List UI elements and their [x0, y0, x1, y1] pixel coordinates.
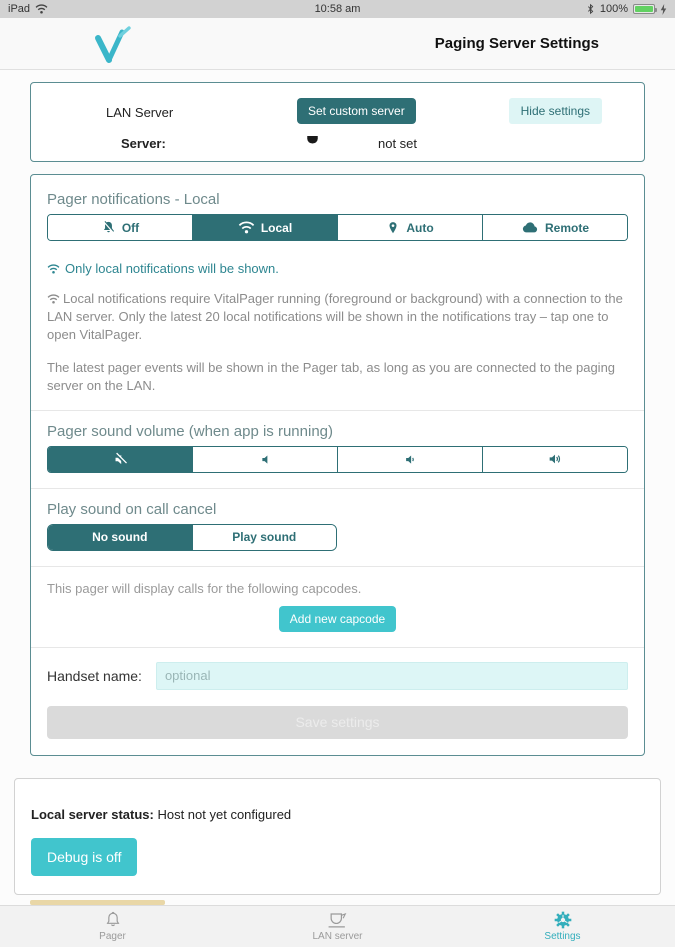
- volume-medium-icon: [403, 452, 418, 467]
- cancel-sound-section-label: Play sound on call cancel: [47, 500, 217, 518]
- tab-settings[interactable]: [450, 906, 675, 947]
- segment-volume-high[interactable]: [483, 447, 627, 472]
- wifi-status-icon: [35, 4, 48, 14]
- server-value: not set: [378, 136, 418, 151]
- tab-label: Pager: [99, 931, 126, 943]
- volume-muted-icon: [112, 451, 129, 468]
- handset-name-label: Handset name:: [47, 667, 142, 684]
- debug-toggle-button[interactable]: Debug is off: [31, 838, 137, 876]
- volume-low-icon: [258, 452, 273, 467]
- lan-server-title: LAN Server: [106, 105, 174, 120]
- local-server-status-line: [31, 807, 644, 822]
- clock: 10:58 am: [314, 3, 361, 15]
- segment-label: Off: [121, 220, 140, 235]
- handset-name-input[interactable]: [156, 662, 628, 690]
- tab-label: Settings: [544, 931, 581, 943]
- lan-server-card: [30, 82, 645, 162]
- server-label: Server:: [121, 136, 166, 151]
- wifi-icon: [238, 221, 255, 234]
- local-server-status-label: Local server status:: [31, 806, 154, 822]
- segment-label: Play sound: [232, 530, 297, 545]
- divider: [31, 488, 644, 489]
- segment-no-sound[interactable]: [48, 525, 193, 550]
- bluetooth-icon: [586, 3, 595, 15]
- status-bar: [0, 0, 675, 18]
- tab-pager[interactable]: [0, 906, 225, 947]
- add-new-capcode-button[interactable]: Add new capcode: [279, 606, 396, 632]
- local-info-text: Only local notifications will be shown.: [65, 261, 279, 276]
- segment-label: Auto: [406, 220, 434, 235]
- set-custom-server-button[interactable]: Set custom server: [297, 98, 416, 124]
- volume-section-label: Pager sound volume (when app is running): [47, 422, 334, 440]
- pager-settings-card: [30, 174, 645, 756]
- gear-icon: [553, 910, 573, 930]
- tab-lan-server[interactable]: [225, 906, 450, 947]
- content-scroll-area[interactable]: [0, 70, 675, 905]
- segment-label: No sound: [92, 530, 148, 545]
- vitalpager-logo-icon: [92, 26, 134, 66]
- segment-notifications-remote[interactable]: [483, 215, 627, 240]
- charging-bolt-icon: [660, 4, 667, 15]
- segment-notifications-off[interactable]: [48, 215, 193, 240]
- divider: [31, 647, 644, 648]
- segment-volume-muted[interactable]: [48, 447, 193, 472]
- server-status-icon: [305, 134, 320, 147]
- local-server-status-card: [14, 778, 661, 895]
- divider: [31, 410, 644, 411]
- bell-icon: [103, 910, 123, 930]
- local-info-line: [47, 261, 628, 276]
- cloud-icon: [521, 221, 539, 234]
- hide-settings-button[interactable]: Hide settings: [509, 98, 602, 124]
- segment-notifications-auto[interactable]: [338, 215, 483, 240]
- bottom-tab-bar: [0, 905, 675, 947]
- pager-events-paragraph: The latest pager events will be shown in the Pager tab, as long as you are connected to the paging server on the LAN.: [47, 359, 616, 393]
- segment-play-sound[interactable]: [193, 525, 337, 550]
- segment-notifications-local[interactable]: [193, 215, 338, 240]
- app-header: [0, 18, 675, 70]
- location-pin-icon: [386, 220, 400, 236]
- battery-icon: [633, 4, 655, 14]
- battery-percent: 100%: [599, 3, 628, 15]
- tab-label: LAN server: [312, 931, 363, 943]
- paragraph-text: Local notifications require VitalPager running (foreground or background) with a connection to the LAN server. Only the latest 20 local notifications will be shown in the notifications tray – tap one to open VitalPager.: [47, 291, 623, 343]
- segment-volume-low[interactable]: [193, 447, 338, 472]
- volume-segmented-control: [47, 446, 628, 473]
- cancel-sound-segmented-control: [47, 524, 337, 551]
- local-notifications-paragraph: [47, 290, 628, 345]
- local-server-status-value: Host not yet configured: [157, 806, 292, 822]
- cup-server-icon: [326, 910, 350, 930]
- segment-volume-medium[interactable]: [338, 447, 483, 472]
- segment-label: Remote: [544, 220, 589, 235]
- volume-high-icon: [547, 451, 563, 467]
- capcodes-description: This pager will display calls for the following capcodes.: [47, 580, 362, 596]
- device-label: iPad: [8, 3, 31, 15]
- page-title: Paging Server Settings: [434, 35, 599, 52]
- segment-label: Local: [260, 220, 293, 235]
- wifi-icon: [47, 294, 60, 304]
- bell-off-icon: [101, 220, 116, 235]
- notification-mode-segmented-control: [47, 214, 628, 241]
- save-settings-button[interactable]: Save settings: [47, 706, 628, 739]
- wifi-icon: [47, 264, 60, 274]
- notifications-section-label: Pager notifications - Local: [47, 191, 220, 208]
- divider: [31, 566, 644, 567]
